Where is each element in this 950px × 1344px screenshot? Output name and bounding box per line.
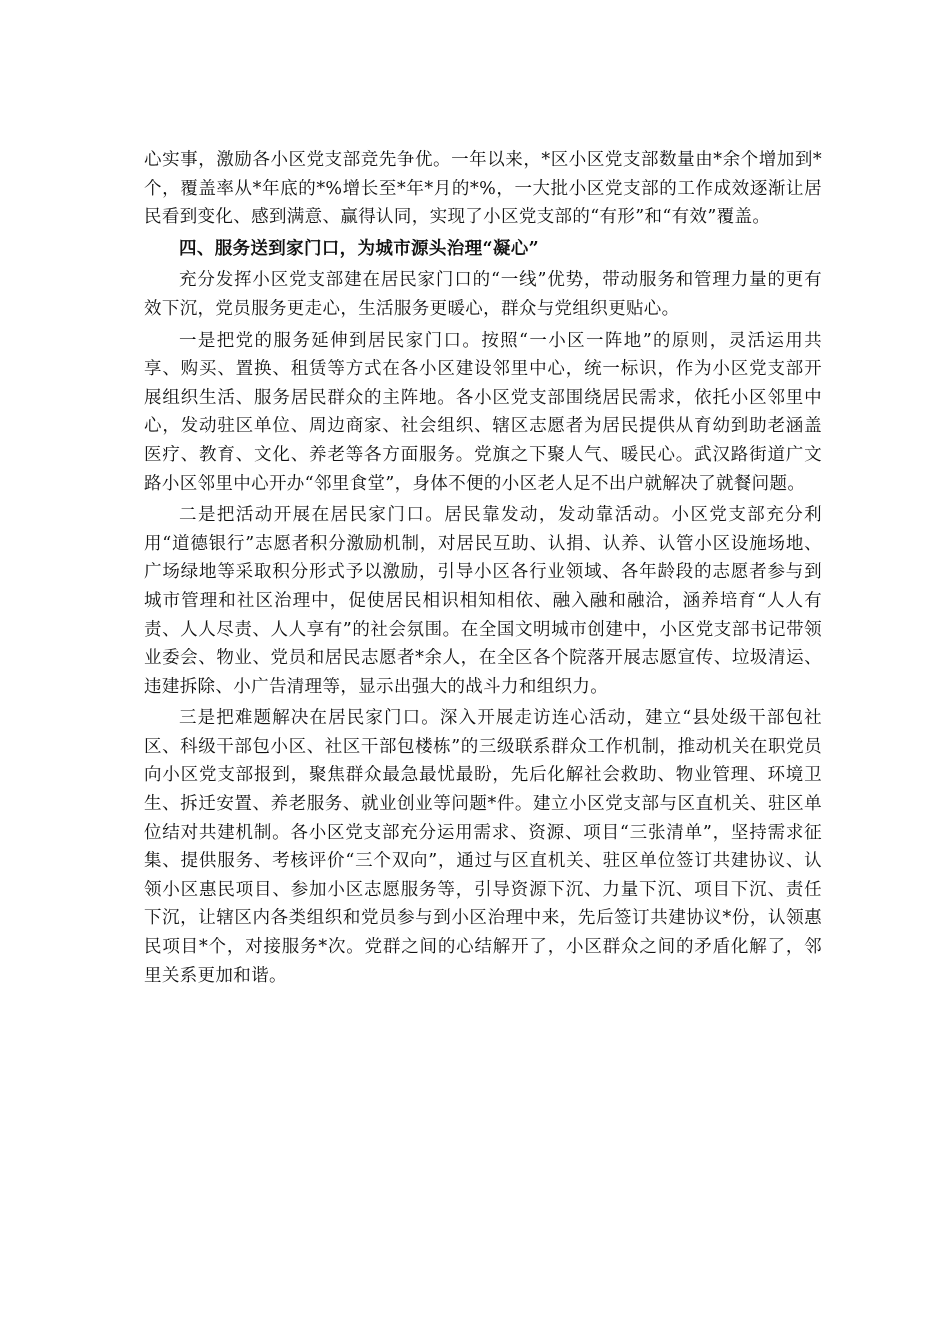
- continuation-paragraph: 心实事，激励各小区党支部竞先争优。一年以来，*区小区党支部数量由*余个增加到*个，覆盖率从*年底的*%增长至*年*月的*%，一大批小区党支部的工作成效逐渐让居民看到变化、感到满意、赢得认同，实现了小区党支部的“有形”和“有效”覆盖。: [144, 150, 822, 228]
- body-paragraph-problems: 三是把难题解决在居民家门口。深入开展走访连心活动，建立“县处级干部包社区、科级干部包小区、社区干部包楼栋”的三级联系群众工作机制，推动机关在职党员向小区党支部报到，聚焦群众最急最忧最盼，先后化解社会救助、物业管理、环境卫生、拆迁安置、养老服务、就业创业等问题*件。建立小区党支部与区直机关、驻区单位结对共建机制。各小区党支部充分运用需求、资源、项目“三张清单”，坚持需求征集、提供服务、考核评价“三个双向”，通过与区直机关、驻区单位签订共建协议、认领小区惠民项目、参加小区志愿服务等，引导资源下沉、力量下沉、项目下沉、责任下沉，让辖区内各类组织和党员参与到小区治理中来，先后签订共建协议*份，认领惠民项目*个，对接服务*次。党群之间的心结解开了，小区群众之间的矛盾化解了，邻里关系更加和谐。: [144, 708, 822, 986]
- intro-paragraph: 充分发挥小区党支部建在居民家门口的“一线”优势，带动服务和管理力量的更有效下沉，党员服务更走心，生活服务更暖心，群众与党组织更贴心。: [144, 270, 822, 319]
- body-paragraph-activities: 二是把活动开展在居民家门口。居民靠发动，发动靠活动。小区党支部充分利用“道德银行”志愿者积分激励机制，对居民互助、认捐、认养、认管小区设施场地、广场绿地等采取积分形式予以激励，引导小区各行业领域、各年龄段的志愿者参与到城市管理和社区治理中，促使居民相识相知相依、融入融和融洽，涵养培育“人人有责、人人尽责、人人享有”的社会氛围。在全国文明城市创建中，小区党支部书记带领业委会、物业、党员和居民志愿者*余人，在全区各个院落开展志愿宣传、垃圾清运、违建拆除、小广告清理等，显示出强大的战斗力和组织力。: [144, 505, 822, 697]
- body-paragraph-service: 一是把党的服务延伸到居民家门口。按照“一小区一阵地”的原则，灵活运用共享、购买、置换、租赁等方式在各小区建设邻里中心，统一标识，作为小区党支部开展组织生活、服务居民群众的主阵地。各小区党支部围绕居民需求，依托小区邻里中心，发动驻区单位、周边商家、社会组织、辖区志愿者为居民提供从育幼到助老涵盖医疗、教育、文化、养老等各方面服务。党旗之下聚人气、暖民心。武汉路街道广文路小区邻里中心开办“邻里食堂”，身体不便的小区老人足不出户就解决了就餐问题。: [144, 330, 822, 494]
- section-heading: 四、服务送到家门口，为城市源头治理“凝心”: [179, 238, 539, 259]
- document-body: [144, 146, 822, 990]
